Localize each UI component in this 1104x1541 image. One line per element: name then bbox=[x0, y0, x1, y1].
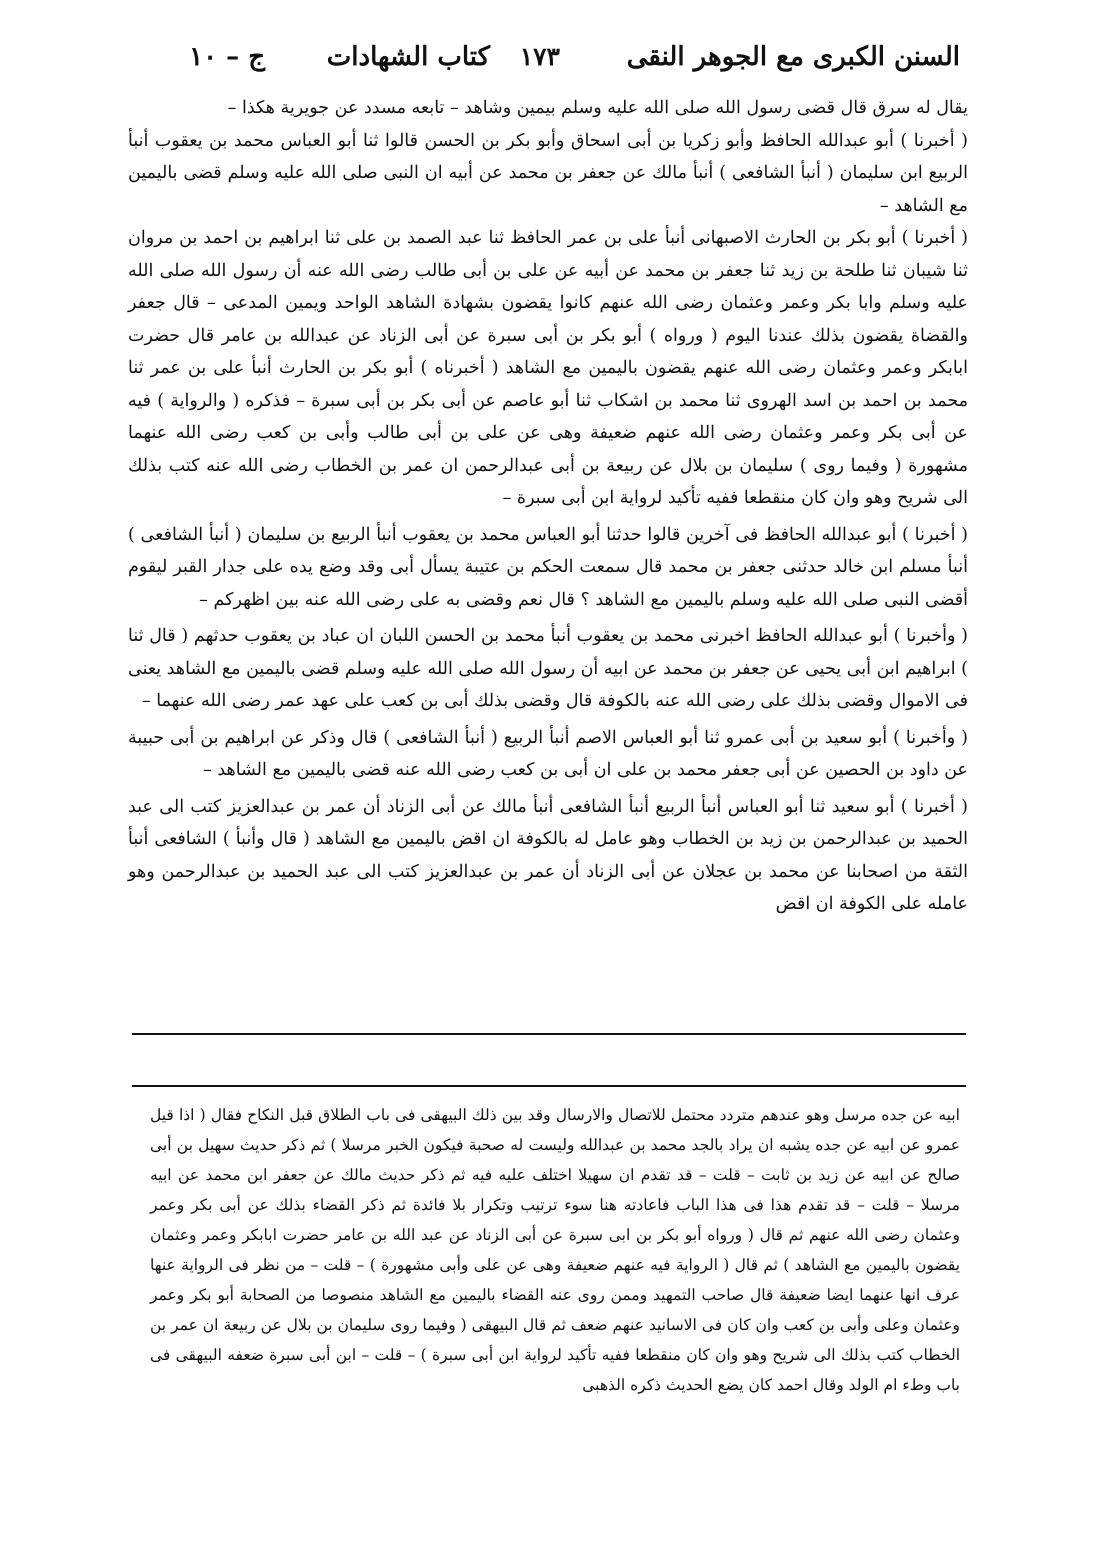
main-paragraph: ( أخبرنا ) أبو سعيد ثنا أبو العباس أنبأ الربيع أنبأ الشافعى أنبأ مالك عن أبى الزناد أن عمر بن عبدالعزيز كتب الى عبد الحميد بن عبدالرحمن بن زيد بن الخطاب وهو عامل له بالكوفة ان اقض باليمين مع الشاهد ( قال وأنبأ ) الشافعى أنبأ الثقة من اصحابنا عن محمد بن عجلان عن أبى الزناد أن عمر بن عبدالعزيز كتب الى عبد الحميد بن عبدالرحمن وهو عامله على الكوفة ان اقض bbox=[128, 796, 968, 914]
main-paragraph: ( أخبرنا ) أبو عبدالله الحافظ فى آخرين قالوا حدثنا أبو العباس محمد بن يعقوب أنبأ الربيع بن سليمان ( أنبأ الشافعى ) أنبأ مسلم ابن خالد حدثنى جعفر بن محمد قال سمعت الحكم بن عتيبة يسأل أبى وقد وضع يده على جدار القبر ليقوم أقضى النبى صلى الله عليه وسلم باليمين مع الشاهد ؟ قال نعم وقضى به على رضى الله عنه بين اظهركم – bbox=[128, 524, 968, 610]
volume-number: ج – ١٠ bbox=[189, 42, 265, 72]
main-paragraph: ( أخبرنا ) أبو بكر بن الحارث الاصبهانى أنبأ على بن عمر الحافظ ثنا عبد الصمد بن على ثنا ابراهيم بن احمد بن مروان ثنا شيبان ثنا طلحة بن زيد ثنا جعفر بن محمد عن أبيه عن على بن أبى طالب رضى الله عنه أن رسول الله صلى الله عليه وسلم وابا بكر وعمر وعثمان رضى الله عنهم كانوا يقضون بشهادة الشاهد الواحد ويمين المدعى – قال جعفر والقضاة يقضون بذلك عندنا اليوم ( ورواه ) أبو بكر بن أبى سبرة عن أبى الزناد عن عبدالله بن عامر قال حضرت ابابكر وعمر وعثمان رضى الله عنهم يقضون باليمين مع الشاهد ( أخبرناه ) أبو بكر بن الحارث أنبأ على بن عمر ثنا محمد بن احمد بن اسد الهروى ثنا محمد بن اشكاب ثنا أبو عاصم عن أبى بكر بن أبى سبرة – فذكره ( والرواية ) فيه عن أبى بكر وعمر وعثمان رضى الله عنهم ضعيفة وهى عن على بن أبى طالب وأبى بن كعب رضى الله عنهما مشهورة ( وفيما روى ) سليمان بن بلال عن ربيعة بن أبى عبدالرحمن ان عمر بن الخطاب رضى الله عنه كتب بذلك الى شريح وهو وان كان منقطعا ففيه تأكيد لرواية ابن أبى سبرة – bbox=[128, 228, 968, 508]
chapter-title: كتاب الشهادات bbox=[326, 42, 490, 72]
footnote-paragraph: ابيه عن جده مرسل وهو عندهم متردد محتمل للاتصال والارسال وقد بين ذلك البيهقى فى باب الطلاق قبل النكاح فقال ( اذا قيل عمرو عن ابيه عن جده يشبه ان يراد بالجد محمد بن عبدالله وليست له صحبة فيكون الخبر مرسلا ) ثم ذكر حديث سهيل بن أبى صالح عن ابيه عن زيد بن ثابت – قلت – قد تقدم ان سهيلا اختلف عليه فيه ثم ذكر حديث مالك عن جعفر ابن محمد عن ابيه مرسلا – قلت – قد تقدم هذا فى هذا الباب فاعادته هنا سوء ترتيب وتكرار بلا فائدة ثم ذكر القضاء بذلك عن أبى بكر وعمر وعثمان رضى الله عنهم ثم قال ( ورواه أبو بكر بن ابى سبرة عن أبى الزناد عن عبد الله بن عامر حضرت ابابكر وعمر وعثمان يقضون باليمين مع الشاهد ) ثم قال ( الرواية فيه عنهم ضعيفة وهى عن على وأبى مشهورة ) – قلت – من نظر فى الرواية عنها عرف انها عنهما ايضا ضعيفة قال صاحب التمهيد وممن روى عنه القضاء باليمين مع الشاهد منصوصا من الصحابة أبو بكر وعمر وعثمان وعلى وأبى بن كعب وان كان فى الاسانيد عنهم ضعف ثم قال البيهقى ( وفيما روى سليمان بن بلال عن ربيعة ان عمر بن الخطاب كتب بذلك الى شريح وهو وان كان منقطعا ففيه تأكيد لرواية ابن أبى سبرة ) – قلت – ابن أبى سبرة ضعفه البيهقى فى باب وطء ام الولد وقال احمد كان يضع الحديث ذكره الذهبى bbox=[150, 1106, 960, 1394]
main-text bbox=[128, 92, 968, 921]
main-paragraph: ( أخبرنا ) أبو عبدالله الحافظ وأبو زكريا بن أبى اسحاق وأبو بكر بن الحسن قالوا ثنا أبو العباس محمد بن يعقوب أنبأ الربيع ابن سليمان ( أنبأ الشافعى ) أنبأ مالك عن جعفر بن محمد عن أبيه ان النبى صلى الله عليه وسلم قضى باليمين مع الشاهد – bbox=[128, 130, 968, 216]
main-paragraph: ( وأخبرنا ) أبو عبدالله الحافظ اخبرنى محمد بن يعقوب أنبأ محمد بن الحسن اللبان ان عباد بن يعقوب حدثهم ( قال ثنا ) ابراهيم ابن أبى يحيى عن جعفر بن محمد عن ابيه أن رسول الله صلى الله عليه وسلم قضى باليمين مع الشاهد يعنى فى الاموال وقضى بذلك على رضى الله عنه بالكوفة قال وقضى بذلك أبى بن كعب على عهد عمر رضى الله عنهما – bbox=[128, 626, 968, 711]
page-header bbox=[140, 42, 960, 90]
main-paragraph: ( وأخبرنا ) أبو سعيد بن أبى عمرو ثنا أبو العباس الاصم أنبأ الربيع ( أنبأ الشافعى ) قال وذكر عن ابراهيم بن أبى حبيبة عن داود بن الحصين عن أبى جعفر محمد بن على ان أبى بن كعب رضى الله عنه قضى باليمين مع الشاهد – bbox=[128, 727, 968, 780]
main-text-divider bbox=[132, 1033, 966, 1035]
page-number: ١٧٣ bbox=[519, 42, 560, 71]
main-paragraph: يقال له سرق قال قضى رسول الله صلى الله عليه وسلم بيمين وشاهد – تابعه مسدد عن جويرية هكذا – bbox=[227, 98, 968, 118]
book-title: السنن الكبرى مع الجوهر النقى bbox=[626, 42, 960, 72]
footnote-divider bbox=[132, 1085, 966, 1087]
footnote-commentary bbox=[150, 1100, 960, 1400]
